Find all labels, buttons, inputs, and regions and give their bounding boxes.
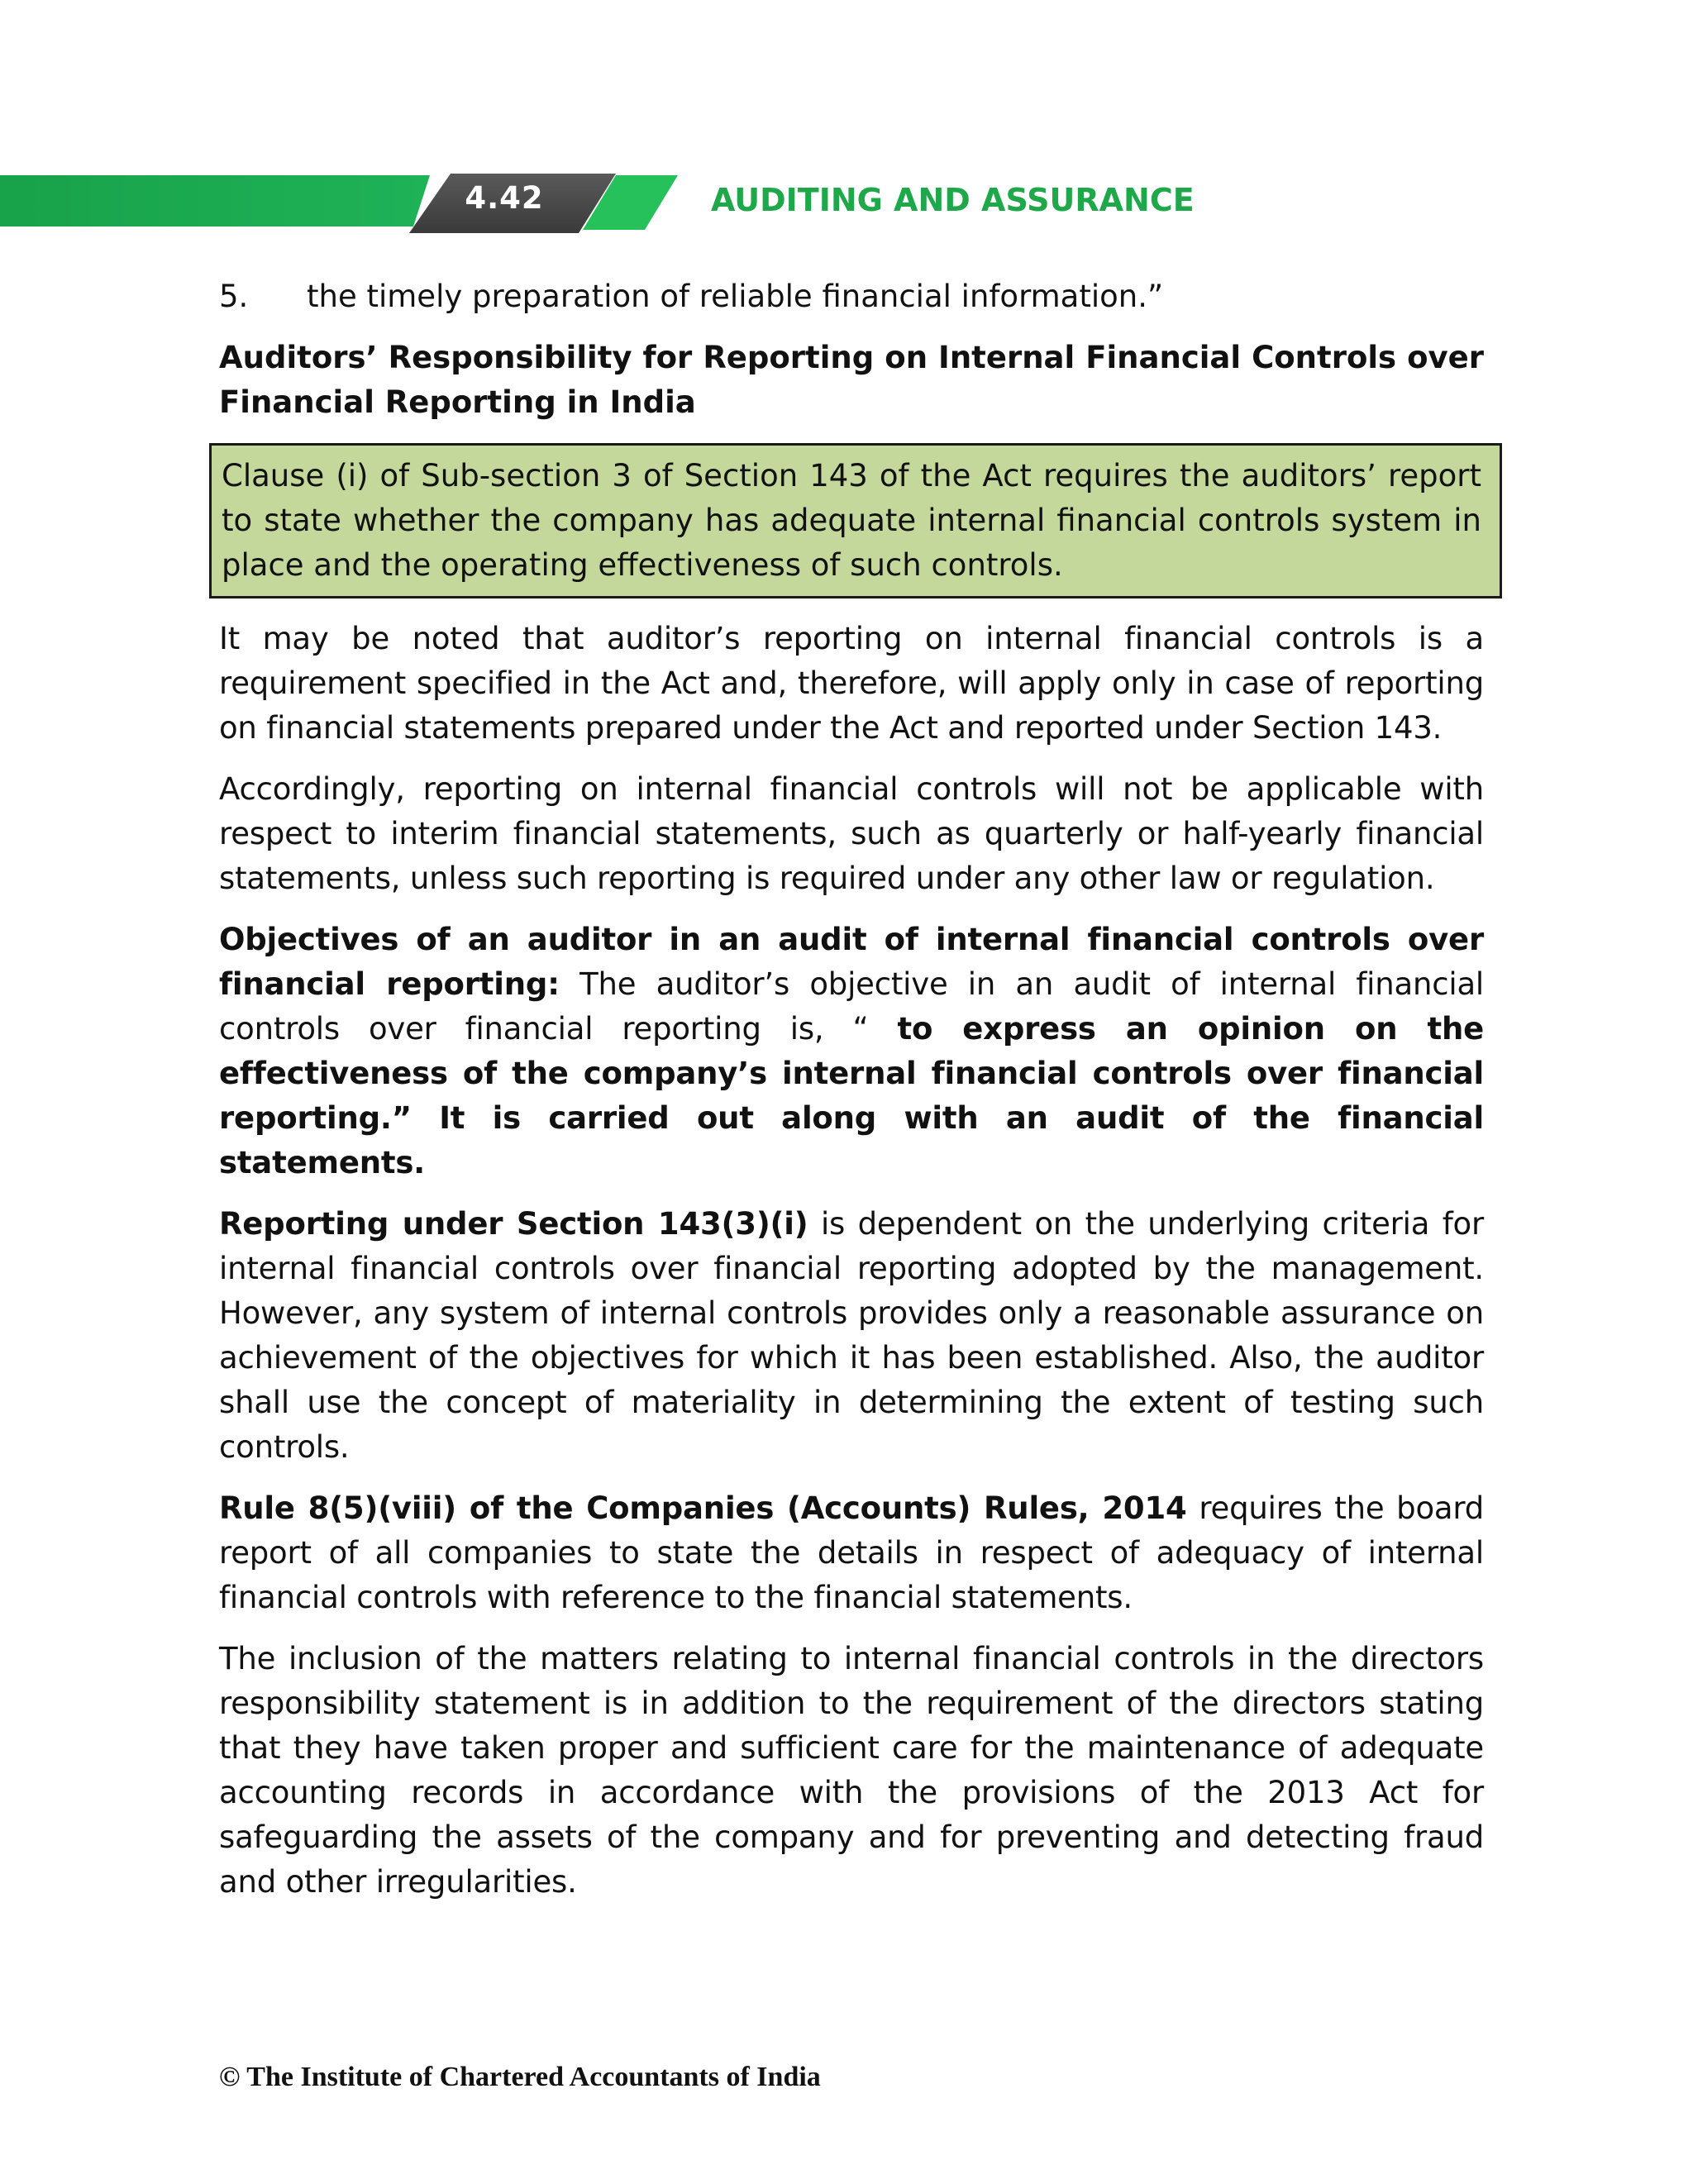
highlight-box: [209, 443, 1502, 598]
paragraph-section-143: [219, 1202, 1484, 1470]
footer-copyright: © The Institute of Chartered Accountants of India: [219, 2062, 821, 2092]
section-heading: Auditors’ Responsibility for Reporting on Internal Financial Controls over Financial Reporting in India: [219, 340, 1484, 420]
list-item-number: 5.: [219, 279, 249, 314]
paragraph-objectives: [219, 918, 1484, 1185]
rule-8-text: requires the board report of all companies to state the details in respect of adequacy of internal financial controls with reference to the financial statements.: [219, 1490, 1484, 1615]
paragraph-directors: The inclusion of the matters relating to internal financial controls in the directors responsibility statement is in addition to the requirement of the directors stating that they have taken proper and sufficient care for the maintenance of adequate accounting records in accordance with the provisions of the 2013 Act for safeguarding the assets of the company and for preventing and detecting fraud and other irregularities.: [219, 1641, 1484, 1900]
list-item-text: the timely preparation of reliable financial information.”: [307, 279, 1164, 314]
objectives-heading: Objectives of an auditor in an audit of internal financial controls over financial reporting:: [219, 922, 1484, 1002]
page-content: [219, 274, 1484, 1921]
section-143-lead: Reporting under Section 143(3)(i): [219, 1206, 808, 1242]
objectives-emphasis: to express an opinion on the effectiveness of the company’s internal financial controls over financial reporting.” It is carried out along with an audit of the financial statements.: [219, 1011, 1484, 1180]
highlight-box-text: Clause (i) of Sub-section 3 of Section 143 of the Act requires the auditors’ report to state whether the company has adequate internal financial controls system in place and the operating effectiveness of such controls.: [222, 458, 1481, 583]
objectives-text: The auditor’s objective in an audit of internal financial controls over financial reporting is, “: [219, 966, 1484, 1047]
paragraph-rule-8: [219, 1486, 1484, 1620]
section-143-text: is dependent on the underlying criteria for internal financial controls over financial reporting adopted by the management. However, any system of internal controls provides only a reasonable assurance on achievement of the objectives for which it has been established. Also, the auditor shall use the concept of materiality in determining the extent of testing such controls.: [219, 1206, 1485, 1465]
list-item: [219, 274, 1484, 319]
paragraph-1: It may be noted that auditor’s reporting on internal financial controls is a requirement specified in the Act and, therefore, will apply only in case of reporting on financial statements prepared under the Act and reported under Section 143.: [219, 621, 1484, 746]
running-title: AUDITING AND ASSURANCE: [711, 182, 1195, 218]
rule-8-lead: Rule 8(5)(viii) of the Companies (Accounts) Rules, 2014: [219, 1490, 1187, 1526]
paragraph-2: Accordingly, reporting on internal financial controls will not be applicable with respect to interim financial statements, such as quarterly or half-yearly financial statements, unless such reporting is required under any other law or regulation.: [219, 771, 1484, 896]
page-number: 4.42: [465, 180, 544, 216]
green-strip: [0, 175, 430, 227]
